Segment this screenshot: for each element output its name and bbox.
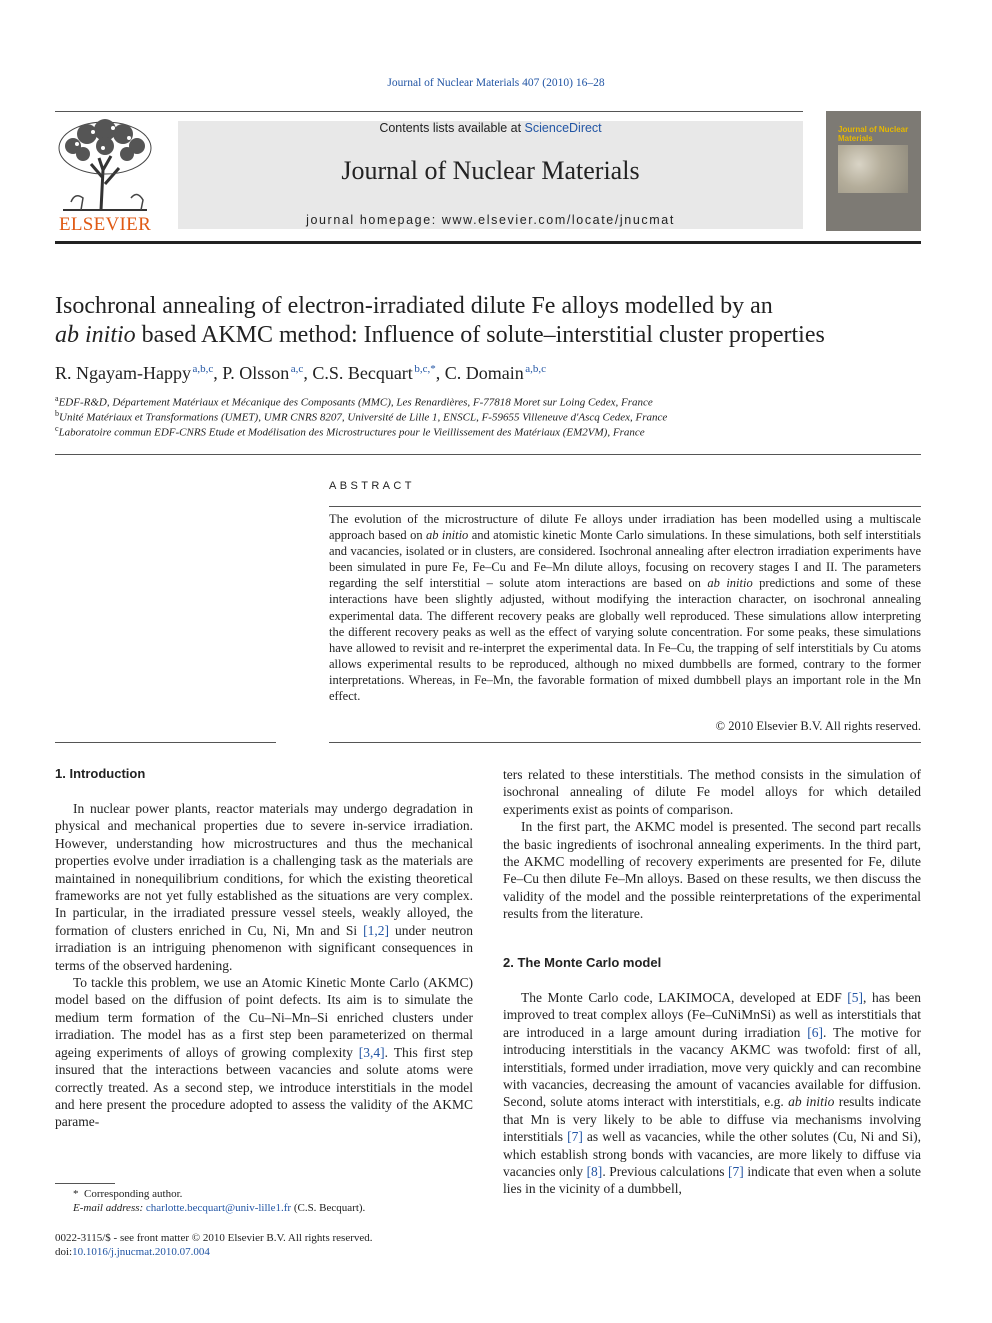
article-title [55, 292, 935, 350]
abstract-copyright: © 2010 Elsevier B.V. All rights reserved. [715, 719, 921, 733]
footnote-rule [55, 1183, 115, 1184]
citation-link[interactable]: [3,4] [358, 1044, 385, 1060]
corresponding-author-footnote [55, 1187, 475, 1215]
abstract-body [329, 511, 921, 704]
title-line-2: based AKMC method: Influence of solute–interstitial cluster properties [135, 322, 825, 348]
citation-link[interactable]: [7] [567, 1129, 583, 1145]
affiliation-marker: c [55, 424, 59, 433]
abstract-text: and atomistic kinetic Monte Carlo simulations. In these simulations, both self interstitials and vacancies, isolated or in clusters, are considered. Isochronal annealing after electron irradiation experiments have been simulated in pure Fe, Fe–Cu and Fe–Mn dilute alloys, focusing on recovery stages I and II. The parameters regarding the self interstitial – solute atom interactions are based on [329, 528, 921, 591]
abstract-rule [329, 506, 921, 507]
mc-paragraph-1 [503, 989, 921, 1198]
contents-line [178, 121, 803, 135]
author-affiliation-marker[interactable]: a,b,c [525, 363, 546, 375]
journal-homepage[interactable]: journal homepage: www.elsevier.com/locate/jnucmat [306, 213, 675, 227]
citation-link[interactable]: [5] [847, 990, 864, 1005]
footnote-line [55, 1187, 475, 1201]
affiliation-marker: a [55, 394, 59, 403]
front-matter [55, 1231, 495, 1259]
author-affiliation-marker[interactable]: a,b,c [192, 363, 214, 375]
author-name: C. Domain [444, 363, 524, 383]
author-affiliation-marker[interactable]: a,c [290, 363, 304, 375]
cover-title: Journal of Nuclear Materials [838, 125, 909, 143]
elsevier-tree-icon [53, 118, 157, 212]
footnote-star: * [73, 1188, 79, 1200]
body-text: . Previous calculations [602, 1164, 729, 1180]
citation-link[interactable]: [8] [586, 1164, 603, 1180]
affiliation-text: Unité Matériaux et Transformations (UMET), UMR CNRS 8207, Université de Lille 1, ENSCL, F-59655 Villeneuve d'Ascq Cedex, France [59, 411, 668, 424]
citation-link[interactable]: [6] [807, 1024, 824, 1040]
right-column-intro-continued [503, 766, 921, 923]
elsevier-logo[interactable] [53, 118, 157, 233]
intro-paragraph-2-continued: ters related to these interstitials. The method consists in the simulation of isochronal annealing of dilute Fe model alloys for which detailed experiments exist as points of comparison. [503, 767, 921, 817]
title-italic-term: ab initio [55, 322, 136, 348]
cover-image [838, 145, 908, 193]
masthead-top-rule [55, 111, 803, 112]
body-text: In nuclear power plants, reactor materials may undergo degradation in physical and mechanical properties due to severe in-service irradiation. However, understanding how microstructures and thus the mechanical properties evolve under irradiation is a challenging task as the materials are maintained in nonequilibrium conditions, for which the existing theoretical frameworks are not yet fully established as the situations are very complex. In particular, in the irradiated pressure vessel steels, weakly alloyed, the formation of clusters enriched in Cu, Ni, Mn and Si [55, 801, 473, 938]
footnote-corresponding: Corresponding author. [84, 1188, 183, 1200]
body-italic-term: ab initio [788, 1094, 835, 1110]
body-text: . The motive for introducing interstitials in the vacancy AKMC was twofold: first of all, interstitials, formed under irradiation, move very quickly and can recombine with vacancies, decreasing the amount of vacancies available for diffusion. Second, solute atoms interact with interstitials, e.g. [503, 1024, 921, 1110]
author-list: R. Ngayam-Happy $^{a,b,c}$, P. Olsson $^{a,c}$, C.S. Becquart $^{b,c,*}$, C. Domain $^{a,b,c}$ [55, 363, 546, 383]
doi-link[interactable]: 10.1016/j.jnucmat.2010.07.004 [72, 1246, 210, 1258]
abstract-bottom-rule-right [329, 742, 921, 743]
sciencedirect-link[interactable]: ScienceDirect [524, 121, 602, 135]
abstract-italic-term: ab initio [426, 528, 469, 543]
body-text: indicate that even when a solute lies in the vicinity of a dumbbell, [503, 1164, 921, 1197]
doi-line [55, 1245, 495, 1259]
abstract-italic-term: ab initio [707, 576, 753, 591]
monte-carlo-paragraph [503, 989, 921, 1198]
journal-cover-thumbnail[interactable] [826, 111, 921, 231]
left-column-body [55, 800, 473, 1131]
abstract-text: predictions and some of these interactions have been slightly adjusted, without modifying the interaction character, on isochronal annealing experimental data. The different recovery peaks are globally well reproduced. These simulations allow interpreting the different recovery peaks as well as the effect of varying solute concentration. For some peaks, these simulations have allowed to revisit and re-interpret the experimental data. In Fe–Cu, the trapping of self interstitials by Cu atoms allows experimental results to be reproduced, although no mixed dumbbells are formed, contrary to the former interpretations. Whereas, in Fe–Mn, the favorable formation of mixed dumbbell plays an important role in the Mn effect. [329, 576, 921, 704]
body-text: as well as vacancies, while the other solutes (Cu, Ni and Si), which establish strong bonds with vacancies, are more likely to diffuse via vacancies only [503, 1129, 921, 1180]
body-text: To tackle this problem, we use an Atomic Kinetic Monte Carlo (AKMC) model based on the diffusion of point defects. Its aim is to simulate the medium term formation of the Cu–Ni–Mn–Si enriched clusters under irradiation. The model has as a first step been parameterized on thermal ageing experiments of alloys of growing complexity [55, 975, 473, 1060]
section-2-heading: 2. The Monte Carlo model [503, 955, 662, 970]
affiliation-text: EDF-R&D, Département Matériaux et Mécanique des Composants (MMC), Les Renardières, F-77818 Moret sur Loing Cedex, France [58, 396, 653, 409]
abstract-text: The evolution of the microstructure of dilute Fe alloys under irradiation has been modelled using a multiscale approach based on [329, 512, 921, 543]
contents-prefix: Contents lists available at [379, 121, 525, 135]
elsevier-wordmark: ELSEVIER [58, 214, 152, 235]
journal-citation[interactable]: Journal of Nuclear Materials 407 (2010) 16–28 [387, 77, 605, 89]
intro-paragraph-2 [55, 974, 473, 1131]
section-1-heading: 1. Introduction [55, 766, 146, 781]
affiliation-marker: b [55, 409, 59, 418]
front-matter-line: 0022-3115/$ - see front matter © 2010 Elsevier B.V. All rights reserved. [55, 1232, 373, 1244]
footnote-email-line [55, 1201, 475, 1215]
citation-link[interactable]: [7] [728, 1164, 744, 1180]
body-text: , has been improved to treat complex alloys (Fe–CuNiMnSi) as well as interstitials that are introduced in a large amount during irradiation [503, 990, 921, 1040]
author-affiliation-marker[interactable]: b,c,* [414, 363, 436, 375]
body-text: The Monte Carlo code, LAKIMOCA, developed at EDF [521, 990, 848, 1005]
body-text: under neutron irradiation is an intriguing phenomenon with significant consequences in terms of the observed hardening. [55, 922, 473, 973]
title-line-1: Isochronal annealing of electron-irradiated dilute Fe alloys modelled by an [55, 293, 773, 319]
email-suffix: (C.S. Becquart). [291, 1202, 366, 1214]
affiliation-c [55, 424, 935, 439]
doi-prefix: doi: [55, 1246, 73, 1258]
journal-name: Journal of Nuclear Materials [341, 156, 640, 185]
masthead-bottom-rule [55, 241, 921, 244]
abstract-bottom-rule-left [55, 742, 276, 743]
affiliation-a [55, 394, 935, 409]
affiliation-b [55, 409, 935, 424]
author-name: C.S. Becquart [312, 363, 413, 383]
author-name: R. Ngayam-Happy [55, 363, 191, 383]
intro-paragraph-3: In the first part, the AKMC model is presented. The second part recalls the basic ingredients of isochronal annealing experiments. In the third part, the AKMC modelling of recovery experiments are presented for Fe, dilute Fe–Cu then dilute Fe–Mn alloys. Based on these results, we then discuss the validity of the model and the possible reinterpretations of the experimental results from the literature. [503, 819, 921, 922]
body-text: . This first step insured that the interactions between vacancies and solute atoms were correctly treated. As a second step, we introduce interstitials in the model and here present the procedure adopted to assess the validity of the AKMC parame- [55, 1044, 473, 1130]
body-text: results indicate that Mn is very likely to be able to diffuse via mechanisms involving interstitials [503, 1094, 921, 1145]
affiliation-rule [55, 454, 921, 455]
author-name: P. Olsson [222, 363, 290, 383]
email-label: E-mail address: [73, 1202, 144, 1214]
abstract-heading: ABSTRACT [329, 480, 415, 492]
intro-paragraph-1 [55, 800, 473, 974]
citation-link[interactable]: [1,2] [363, 922, 390, 938]
affiliation-text: Laboratoire commun EDF-CNRS Etude et Modélisation des Microstructures pour le Vieillissement des Matériaux (EM2VM), France [58, 426, 645, 439]
email-link[interactable]: charlotte.becquart@univ-lille1.fr [145, 1202, 292, 1214]
